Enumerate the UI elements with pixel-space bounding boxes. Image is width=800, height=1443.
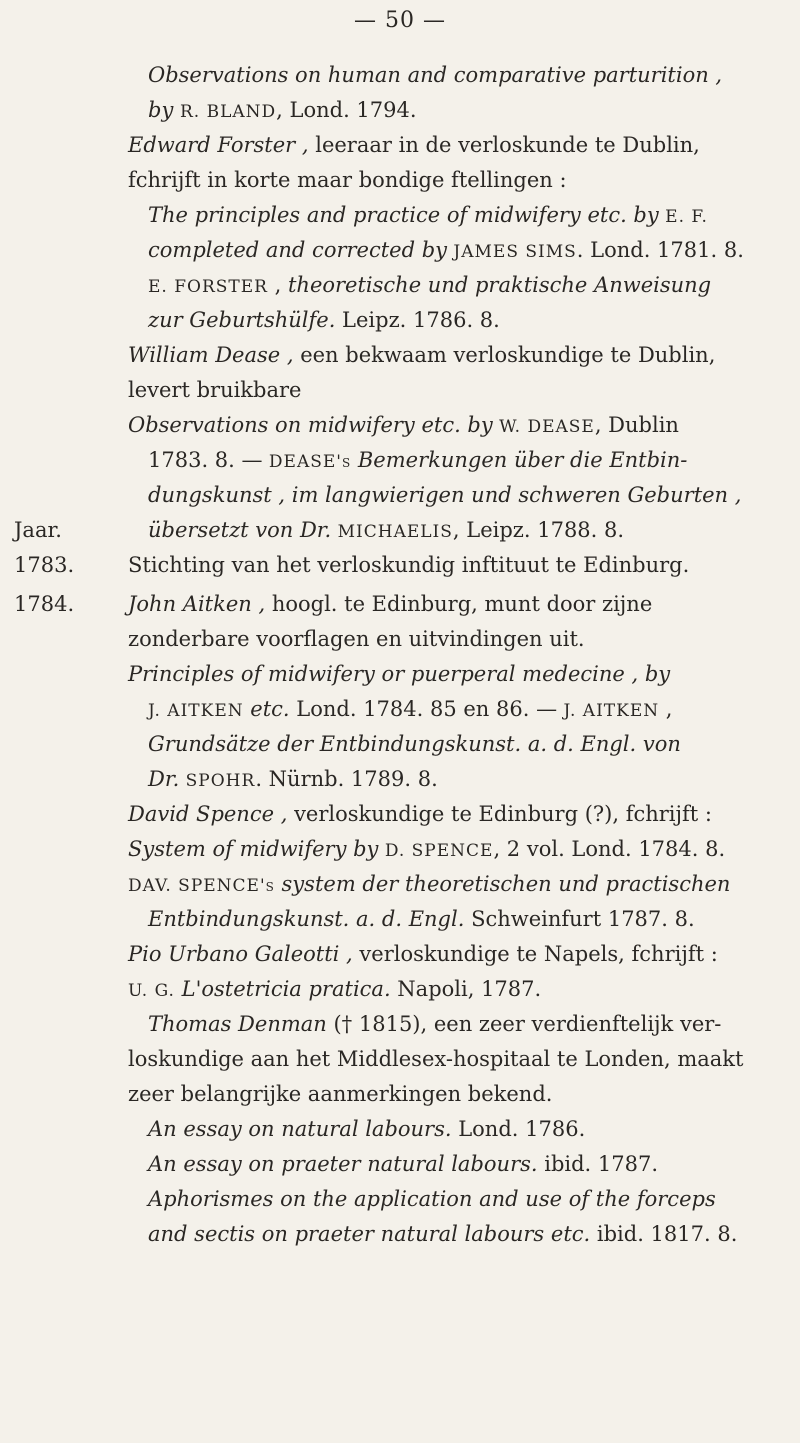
publication-info: Lond. 1784. 85 en 86. —	[289, 697, 558, 721]
text-line	[0, 902, 800, 937]
text-line	[0, 548, 800, 583]
text-line	[0, 1217, 800, 1252]
text-line	[0, 338, 800, 373]
text-line: Dr. SPOHR. Nürnb. 1789. 8.	[148, 767, 438, 791]
publication-info: Napoli, 1787.	[390, 977, 542, 1001]
text-line: J. AITKEN etc. Lond. 1784. 85 en 86. — J. AITKEN ,	[148, 697, 673, 721]
author-name: Pio Urbano Galeotti ,	[128, 942, 353, 966]
author-name: E. FORSTER	[148, 277, 268, 297]
book-title: and sectis on praeter natural labours etc.	[148, 1222, 591, 1246]
author-name: Thomas Denman	[148, 1012, 327, 1036]
publication-info: Lond. 1786.	[451, 1117, 586, 1141]
book-title: system der theoretischen und practischen	[274, 872, 731, 896]
text-line	[0, 657, 800, 692]
text-line	[0, 93, 800, 128]
book-title: Bemerkungen über die Entbin-	[351, 448, 688, 472]
text-line	[0, 797, 800, 832]
book-title: The principles and practice of midwifery etc. by	[148, 203, 659, 227]
text-line	[0, 408, 800, 443]
book-title: dungskunst , im langwierigen und schweren Geburten ,	[148, 483, 742, 507]
body-text: († 1815), een zeer verdienftelijk ver-	[326, 1012, 722, 1036]
publication-info: , Lond. 1794.	[276, 98, 417, 122]
text-line	[0, 727, 800, 762]
publication-info: . Nürnb. 1789. 8.	[255, 767, 438, 791]
text-line	[0, 1182, 800, 1217]
book-title: Principles of midwifery or puerperal medecine , by	[128, 662, 671, 686]
body-text: levert bruikbare	[128, 378, 302, 402]
body-text: een bekwaam verloskundige te Dublin,	[293, 343, 716, 367]
text-line	[0, 1147, 800, 1182]
book-title: übersetzt von Dr.	[148, 518, 332, 542]
author-name: W. DEASE	[492, 417, 595, 437]
author-name: MICHAELIS	[331, 522, 453, 542]
author-name: DEASE's	[262, 452, 352, 472]
book-title: completed and corrected by	[148, 238, 448, 262]
publication-info: Schweinfurt 1787. 8.	[464, 907, 695, 931]
book-title: An essay on natural labours.	[148, 1117, 452, 1141]
text-line	[0, 972, 800, 1007]
text-line	[0, 233, 800, 268]
author-name: J. AITKEN	[557, 701, 660, 721]
text-line	[0, 373, 800, 408]
body-text: verloskundige te Edinburg (?), fchrijft :	[287, 802, 712, 826]
publication-info: ibid. 1787.	[537, 1152, 659, 1176]
margin-note-year: 1784.	[14, 592, 75, 616]
text-line	[0, 1042, 800, 1077]
page-body	[0, 58, 800, 1252]
book-title: theoretische und praktische Anweisung	[287, 273, 712, 297]
text-line	[0, 513, 800, 548]
publication-info: , Leipz. 1788. 8.	[452, 518, 625, 542]
publication-info: , Dublin	[594, 413, 679, 437]
author-name: JAMES SIMS	[447, 242, 577, 262]
author-name: John Aitken ,	[128, 592, 266, 616]
text-line	[0, 937, 800, 972]
book-title: Aphorismes on the application and use of the forceps	[148, 1187, 716, 1211]
author-name: Edward Forster ,	[128, 133, 309, 157]
book-title: Observations on midwifery etc. by	[128, 413, 493, 437]
byline: by	[148, 98, 174, 122]
text-line	[0, 1077, 800, 1112]
body-text: loskundige aan het Middlesex-hospitaal te Londen, maakt	[128, 1047, 744, 1071]
author-name: D. SPENCE	[378, 841, 494, 861]
author-name: DAV. SPENCE's	[128, 876, 275, 896]
publication-info: ibid. 1817. 8.	[590, 1222, 738, 1246]
body-text: zeer belangrijke aanmerkingen bekend.	[128, 1082, 553, 1106]
book-title: Entbindungskunst. a. d. Engl.	[148, 907, 465, 931]
body-text: hoogl. te Edinburg, munt door zijne	[265, 592, 653, 616]
text-line	[0, 587, 800, 622]
text-line	[0, 478, 800, 513]
body-text: Stichting van het verloskundig inftituut te Edinburg.	[128, 553, 690, 577]
text-line	[0, 198, 800, 233]
author-name: David Spence ,	[128, 802, 288, 826]
author-name: R. BLAND	[180, 102, 277, 122]
body-text: leeraar in de verloskunde te Dublin,	[308, 133, 700, 157]
book-title: L'ostetricia pratica.	[174, 977, 391, 1001]
page-number: — 50 —	[354, 8, 446, 33]
text-line	[0, 867, 800, 902]
author-name: E. F.	[658, 207, 708, 227]
text-line	[0, 443, 800, 478]
book-title: zur Geburtshülfe.	[148, 308, 336, 332]
text-line	[0, 163, 800, 198]
margin-note-year: Jaar.	[14, 518, 62, 542]
publication-info: . Lond. 1781. 8.	[576, 238, 744, 262]
author-name: SPOHR	[179, 771, 256, 791]
text-line	[0, 832, 800, 867]
book-title: Observations on human and comparative parturition ,	[148, 63, 723, 87]
text-line	[0, 58, 800, 93]
publication-info: 1783. 8. —	[148, 448, 263, 472]
text-line	[0, 128, 800, 163]
publication-info: Leipz. 1786. 8.	[335, 308, 500, 332]
text-line	[0, 622, 800, 657]
book-title: Grundsätze der Entbindungskunst. a. d. Engl. von	[148, 732, 681, 756]
body-text: zonderbare voorflagen en uitvindingen uit.	[128, 627, 585, 651]
author-name: U. G.	[128, 981, 175, 1001]
text-line	[0, 1112, 800, 1147]
body-text: verloskundige te Napels, fchrijft :	[352, 942, 718, 966]
author-name: J. AITKEN	[148, 701, 244, 721]
text-line	[0, 303, 800, 338]
margin-note-year: 1783.	[14, 553, 75, 577]
book-title: An essay on praeter natural labours.	[148, 1152, 538, 1176]
publication-info: , 2 vol. Lond. 1784. 8.	[493, 837, 726, 861]
author-name: William Dease ,	[128, 343, 294, 367]
body-text: fchrijft in korte maar bondige ftellingen :	[128, 168, 567, 192]
text-line: E. FORSTER , theoretische und praktische Anweisung	[148, 273, 712, 297]
text-line	[0, 1007, 800, 1042]
book-title: System of midwifery by	[128, 837, 379, 861]
